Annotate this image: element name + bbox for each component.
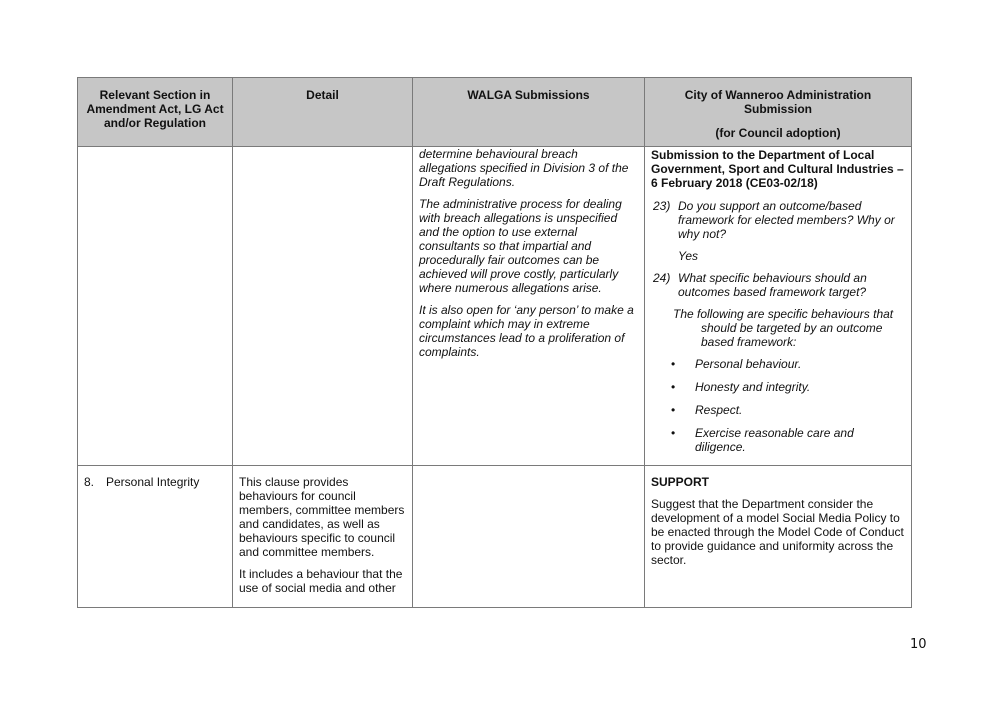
- row2-section-cell: [78, 466, 233, 608]
- list-item: [671, 426, 905, 454]
- walga-paragraph: It is also open for ‘any person’ to make a complaint which may in extreme circumstances lead to a proliferation of complaints.: [419, 303, 634, 359]
- table-row: [78, 466, 912, 608]
- answer-line: The following are specific behaviours that: [673, 307, 894, 321]
- submissions-table: [77, 77, 912, 608]
- city-submission-text: Suggest that the Department consider the development of a model Social Media Policy to be enacted through the Model Code of Conduct to provide guidance and uniformity across the sector.: [651, 497, 904, 567]
- question-number: 24): [653, 271, 671, 285]
- city-submission-heading: Submission to the Department of Local Government, Sport and Cultural Industries – 6 February 2018 (CE03-02/18): [651, 148, 904, 190]
- section-label: Personal Integrity: [106, 475, 200, 489]
- bullet-icon: •: [671, 357, 676, 371]
- list-item: [671, 357, 905, 371]
- table-header-row: [78, 78, 912, 147]
- header-city-submission: [645, 78, 912, 147]
- row1-walga-cell: [413, 147, 645, 466]
- detail-paragraph: It includes a behaviour that the use of social media and other: [239, 567, 403, 595]
- list-item-text: Respect.: [695, 403, 743, 417]
- bullet-icon: •: [671, 380, 676, 394]
- header-relevant-section: Relevant Section in Amendment Act, LG Act and/or Regulation: [78, 78, 233, 147]
- bullet-icon: •: [671, 403, 676, 417]
- row2-walga-cell: [413, 466, 645, 608]
- question-text: What specific behaviours should an outcomes based framework target?: [678, 271, 867, 299]
- row1-section-cell: [78, 147, 233, 466]
- list-item-text: Honesty and integrity.: [695, 380, 811, 394]
- table-row: [78, 147, 912, 466]
- detail-paragraph: This clause provides behaviours for council members, committee members and candidates, as well as behaviours specific to council and committee members.: [239, 475, 405, 559]
- row2-city-cell: [645, 466, 912, 608]
- answer-line-indented: should be targeted by an outcome based framework:: [701, 321, 883, 349]
- header-walga-submissions: WALGA Submissions: [413, 78, 645, 147]
- question-23: [653, 199, 905, 241]
- header-city-title: City of Wanneroo Administration Submission: [684, 88, 872, 116]
- list-item-text: Exercise reasonable care and diligence.: [695, 426, 854, 454]
- list-item: [671, 380, 905, 394]
- page-number: 10: [910, 637, 927, 652]
- question-number: 23): [653, 199, 671, 213]
- question-24: [653, 271, 905, 299]
- row2-detail-cell: [233, 466, 413, 608]
- row1-detail-cell: [233, 147, 413, 466]
- walga-paragraph: The administrative process for dealing with breach allegations is unspecified and the option to use external consultants so that impartial and procedurally fair outcomes can be achieved will prove costly, particularly where numerous allegations arise.: [419, 197, 622, 295]
- question-24-answer: [673, 307, 905, 349]
- section-number: 8.: [84, 475, 95, 489]
- list-item: [671, 403, 905, 417]
- bullet-icon: •: [671, 426, 676, 440]
- support-label: SUPPORT: [651, 475, 710, 489]
- question-23-answer: Yes: [678, 249, 699, 263]
- header-city-subtitle: (for Council adoption): [715, 126, 841, 140]
- list-item-text: Personal behaviour.: [695, 357, 802, 371]
- row1-city-cell: [645, 147, 912, 466]
- walga-paragraph: determine behavioural breach allegations specified in Division 3 of the Draft Regulations.: [419, 147, 629, 189]
- question-text: Do you support an outcome/based framework for elected members? Why or why not?: [678, 199, 895, 241]
- header-detail: Detail: [233, 78, 413, 147]
